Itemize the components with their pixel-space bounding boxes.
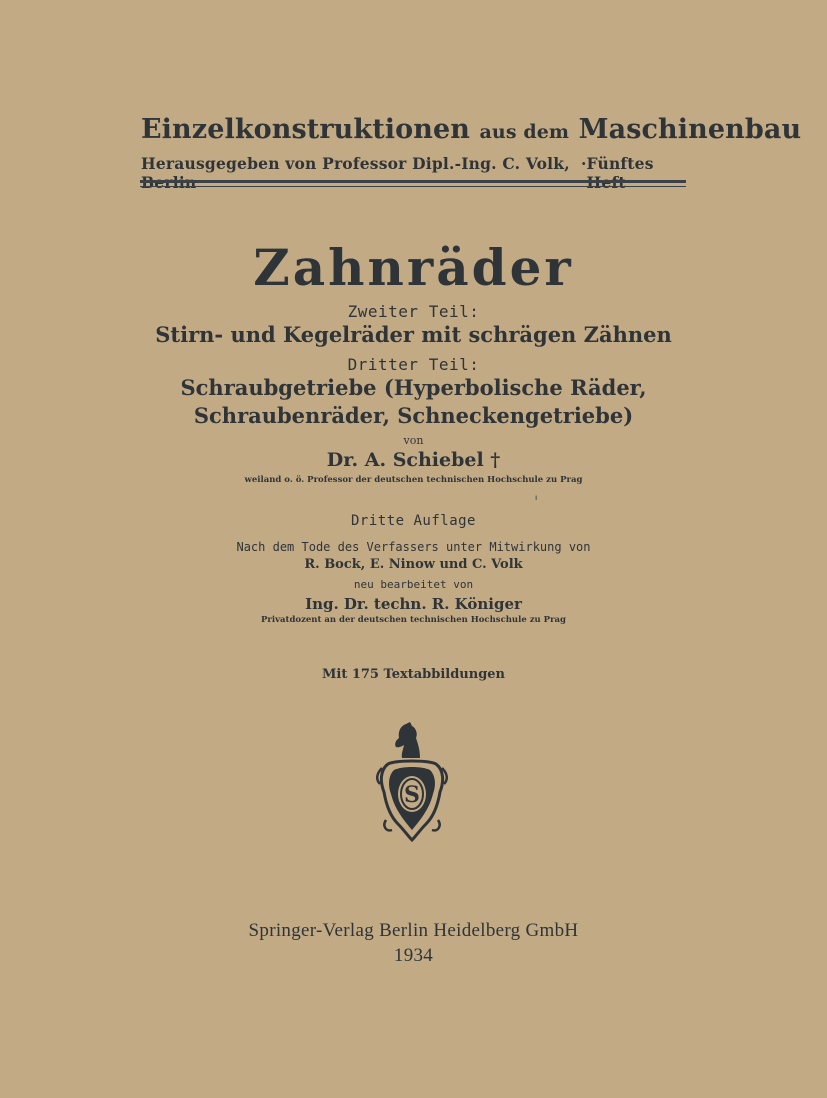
series-separator: ·: [580, 154, 587, 173]
svg-text:S: S: [404, 782, 420, 808]
reviser-name: Ing. Dr. techn. R. Königer: [305, 595, 522, 613]
contributors: R. Bock, E. Ninow und C. Volk: [304, 557, 523, 572]
author-name: Dr. A. Schiebel †: [326, 449, 501, 471]
springer-knight-logo-icon: [376, 720, 448, 842]
series-editor: Herausgegeben von Professor Dipl.-Ing. C. Volk,: [141, 154, 570, 173]
series-title-part3: Maschinenbau: [578, 114, 802, 145]
revision-note: Nach dem Tode des Verfassers unter Mitwirkung von: [236, 540, 591, 554]
part3-title-line2: Schraubenräder, Schneckengetriebe): [193, 403, 634, 428]
divider-thin: [140, 186, 686, 187]
part2-label: Zweiter Teil:: [347, 302, 480, 321]
reviser-note: Privatdozent an der deutschen technischen Hochschule zu Prag: [260, 615, 566, 625]
publisher-name: Springer-Verlag Berlin Heidelberg GmbH: [248, 920, 579, 941]
part3-title-line1: Schraubgetriebe (Hyperbolische Räder,: [180, 375, 647, 400]
author-note: weiland o. ö. Professor der deutschen technischen Hochschule zu Prag: [244, 475, 583, 485]
divider-thick: [140, 180, 686, 183]
series-title-part1: Einzelkonstruktionen: [141, 114, 470, 145]
series-volume: Fünftes: [586, 154, 654, 173]
illustrations-note: Mit 175 Textabbildungen: [321, 667, 505, 682]
stray-mark: ı: [535, 493, 538, 502]
edition: Dritte Auflage: [350, 513, 476, 529]
part2-title: Stirn- und Kegelräder mit schrägen Zähnen: [155, 322, 672, 347]
by-label: von: [403, 434, 424, 447]
series-title-part2: aus dem: [479, 121, 570, 143]
series-title: [141, 114, 801, 145]
part3-label: Dritter Teil:: [347, 355, 480, 374]
book-title: Zahnräder: [253, 238, 574, 297]
revised-by-label: neu bearbeitet von: [353, 578, 474, 591]
publication-year: 1934: [393, 945, 434, 966]
